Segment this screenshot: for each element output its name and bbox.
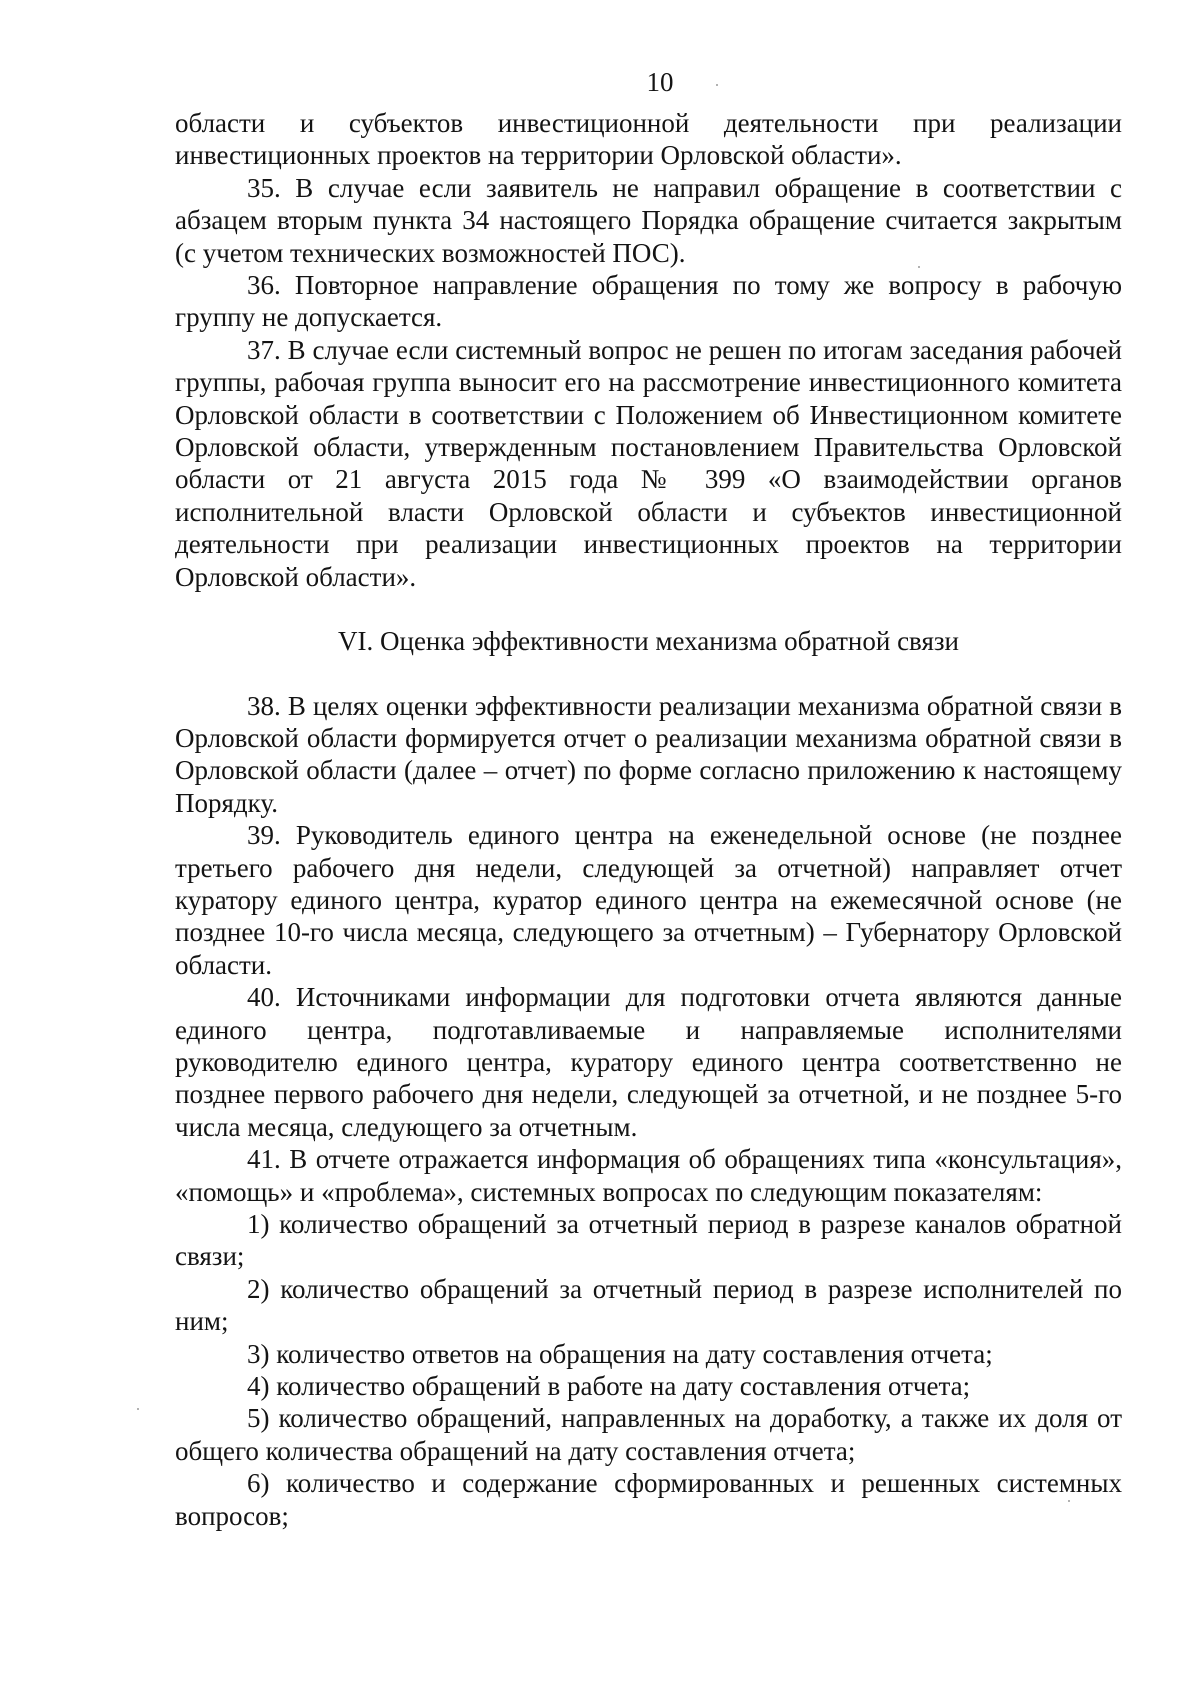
scan-speck <box>918 266 920 268</box>
paragraph-41: 41. В отчете отражается информация об обращениях типа «консультация», «помощь» и «проблема», системных вопросах по следующим показателям: <box>175 1144 1122 1207</box>
scan-speck <box>137 1408 139 1410</box>
document-body <box>175 107 1122 1532</box>
list-item-6: 6) количество и содержание сформированных и решенных системных вопросов; <box>175 1468 1122 1531</box>
scan-speck <box>1068 1500 1070 1502</box>
paragraph-36: 36. Повторное направление обращения по тому же вопросу в рабочую группу не допускается. <box>175 270 1122 333</box>
paragraph-38: 38. В целях оценки эффективности реализации механизма обратной связи в Орловской области формируется отчет о реализации механизма обратной связи в Орловской области (далее – отчет) по форме согласно приложению к настоящему Порядку. <box>175 690 1122 818</box>
paragraph-37: 37. В случае если системный вопрос не решен по итогам заседания рабочей группы, рабочая группа выносит его на рассмотрение инвестиционного комитета Орловской области в соответствии с Положением об Инвестиционном комитете Орловской области, утвержденным постановлением Правительства Орловской области от 21 августа 2015 года № 399 «О взаимодействии органов исполнительной власти Орловской области и субъектов инвестиционной деятельности при реализации инвестиционных проектов на территории Орловской области». <box>175 334 1122 592</box>
list-item-4: 4) количество обращений в работе на дату составления отчета; <box>247 1371 971 1402</box>
paragraph-35: 35. В случае если заявитель не направил обращение в соответствии с абзацем вторым пункта 34 настоящего Порядка обращение считается закрытым (с учетом технических возможностей ПОС). <box>175 172 1122 268</box>
paragraph-39: 39. Руководитель единого центра на еженедельной основе (не позднее третьего рабочего дня недели, следующей за отчетной) направляет отчет куратору единого центра, куратор единого центра на ежемесячной основе (не позднее 10-го числа месяца, следующего за отчетным) – Губернатору Орловской области. <box>175 820 1122 980</box>
section-heading: VI. Оценка эффективности механизма обратной связи <box>338 626 959 657</box>
list-item-3: 3) количество ответов на обращения на дату составления отчета; <box>247 1338 993 1369</box>
list-item-2: 2) количество обращений за отчетный период в разрезе исполнителей по ним; <box>175 1273 1122 1337</box>
list-item-1: 1) количество обращений за отчетный период в разрезе каналов обратной связи; <box>175 1209 1122 1272</box>
paragraph-40: 40. Источниками информации для подготовки отчета являются данные единого центра, подготавливаемые и направляемые исполнителями руководителю единого центра, куратору единого центра соответственно не позднее первого рабочего дня недели, следующей за отчетной, и не позднее 5-го числа месяца, следующего за отчетным. <box>175 982 1122 1142</box>
scan-speck <box>716 84 718 86</box>
paragraph-continuation: области и субъектов инвестиционной деятельности при реализации инвестиционных проектов на территории Орловской области». <box>175 108 1122 171</box>
list-item-5: 5) количество обращений, направленных на доработку, а также их доля от общего количества обращений на дату составления отчета; <box>175 1403 1122 1466</box>
page-number: 10 <box>646 67 674 97</box>
